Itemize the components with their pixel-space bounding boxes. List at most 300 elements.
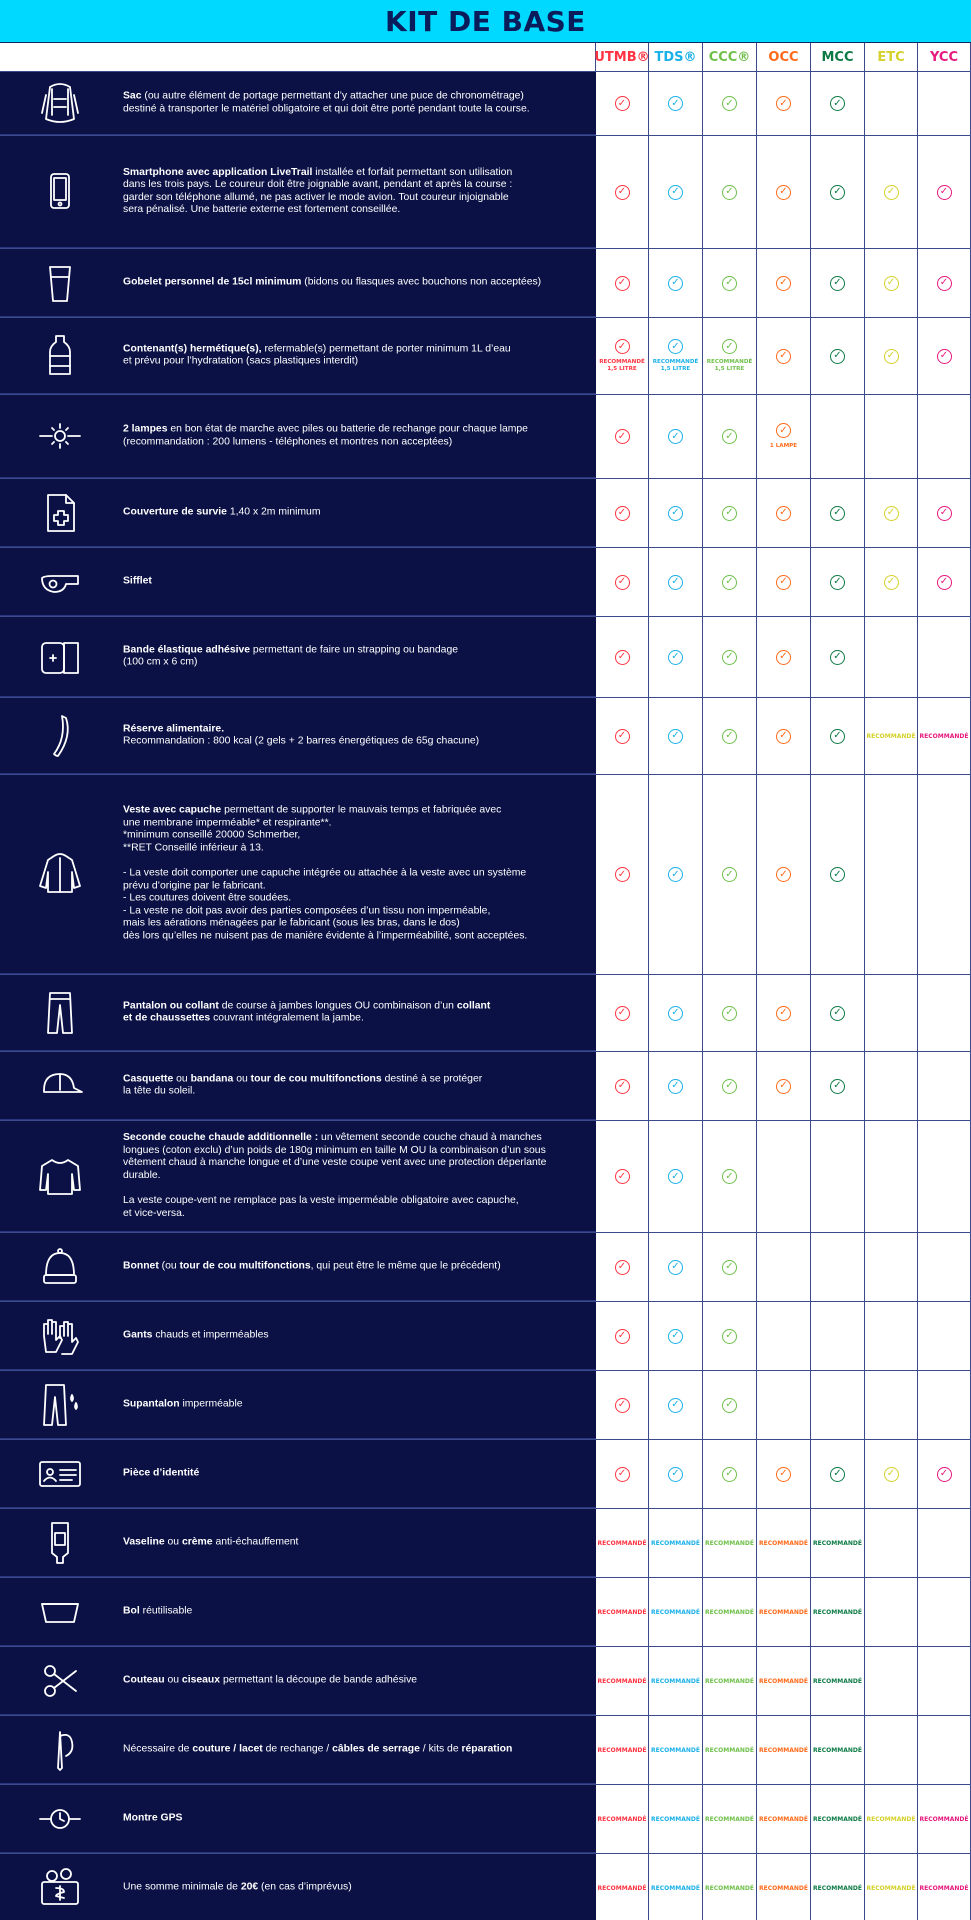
- requirement-cell-etc: [865, 72, 918, 135]
- requirement-cell-utmb: [596, 1509, 649, 1577]
- recommended-label: RECOMMANDÉ: [705, 1815, 754, 1823]
- check-icon: [722, 575, 737, 590]
- jacket-icon: [28, 846, 92, 902]
- requirement-cell-utmb: [596, 479, 649, 547]
- table-row: [0, 1647, 971, 1716]
- requirement-note: RECOMMANDÉ 1,5 LITRE: [599, 359, 645, 372]
- requirement-cell-mcc: [811, 775, 865, 974]
- requirement-cell-occ: [757, 775, 811, 974]
- check-icon: [830, 1079, 845, 1094]
- requirement-cell-mcc: [811, 1854, 865, 1920]
- check-icon: [615, 429, 630, 444]
- item-description-cell: [0, 775, 596, 974]
- cap-icon: [28, 1058, 92, 1114]
- requirement-cell-ccc: [703, 1785, 757, 1853]
- column-header-tds: TDS®: [649, 43, 703, 72]
- check-icon: [776, 729, 791, 744]
- requirement-cell-occ: [757, 136, 811, 248]
- check-icon: [830, 1006, 845, 1021]
- recommended-label: RECOMMANDÉ: [813, 1677, 862, 1685]
- recommended-label: RECOMMANDÉ: [866, 1815, 916, 1823]
- table-row: [0, 1716, 971, 1785]
- requirement-cell-tds: [649, 1052, 703, 1120]
- check-icon: [937, 575, 952, 590]
- recommended-label: RECOMMANDÉ: [919, 1884, 969, 1892]
- recommended-label: RECOMMANDÉ: [597, 1746, 647, 1754]
- requirement-cell-tds: [649, 1302, 703, 1370]
- requirement-cell-ycc: [918, 1440, 971, 1508]
- check-icon: [668, 1329, 683, 1344]
- requirement-cell-ycc: [918, 1121, 971, 1232]
- recommended-label: RECOMMANDÉ: [813, 1815, 862, 1823]
- money-icon: [28, 1860, 92, 1916]
- table-row: [0, 1440, 971, 1509]
- item-text: 2 lampes en bon état de marche avec piles ou batterie de rechange pour chaque lampe (recommandation : 200 lumens - téléphones et montres non acceptées): [123, 423, 528, 447]
- requirement-cell-ycc: [918, 136, 971, 248]
- requirement-cell-tds: [649, 249, 703, 317]
- requirement-note: RECOMMANDÉ 1,5 LITRE: [706, 359, 753, 372]
- item-description-cell: [0, 617, 596, 697]
- recommended-label: RECOMMANDÉ: [919, 732, 969, 740]
- check-icon: [722, 185, 737, 200]
- requirement-cell-tds: [649, 136, 703, 248]
- requirement-cell-ycc: [918, 1647, 971, 1715]
- item-description-cell: [0, 1233, 596, 1301]
- recommended-label: RECOMMANDÉ: [705, 1539, 754, 1547]
- check-icon: [668, 1467, 683, 1482]
- recommended-label: RECOMMANDÉ: [759, 1608, 808, 1616]
- item-description-cell: [0, 72, 596, 135]
- check-icon: [615, 575, 630, 590]
- requirement-cell-utmb: [596, 698, 649, 774]
- requirement-cell-utmb: [596, 395, 649, 478]
- check-icon: [830, 276, 845, 291]
- column-header-row: [0, 43, 971, 72]
- table-row: [0, 1578, 971, 1647]
- item-text: Supantalon imperméable: [123, 1398, 243, 1410]
- requirement-cell-occ: [757, 1716, 811, 1784]
- requirement-cell-tds: [649, 1785, 703, 1853]
- requirement-cell-occ: [757, 1052, 811, 1120]
- recommended-label: RECOMMANDÉ: [705, 1608, 754, 1616]
- requirement-cell-mcc: [811, 617, 865, 697]
- requirement-cell-tds: [649, 1121, 703, 1232]
- check-icon: [668, 506, 683, 521]
- requirement-cell-occ: [757, 318, 811, 394]
- requirement-cell-etc: [865, 479, 918, 547]
- check-icon: [615, 650, 630, 665]
- recommended-label: RECOMMANDÉ: [597, 1608, 647, 1616]
- requirement-cell-ccc: [703, 479, 757, 547]
- check-icon: [722, 276, 737, 291]
- requirement-cell-ccc: [703, 548, 757, 616]
- requirement-cell-etc: [865, 1854, 918, 1920]
- requirement-cell-utmb: [596, 775, 649, 974]
- check-icon: [722, 650, 737, 665]
- requirement-cell-utmb: [596, 1302, 649, 1370]
- requirement-cell-tds: [649, 72, 703, 135]
- requirement-cell-mcc: [811, 1233, 865, 1301]
- recommended-label: RECOMMANDÉ: [759, 1884, 808, 1892]
- check-icon: [830, 349, 845, 364]
- requirement-cell-mcc: [811, 1716, 865, 1784]
- requirement-cell-mcc: [811, 479, 865, 547]
- requirement-cell-mcc: [811, 1785, 865, 1853]
- requirement-cell-ccc: [703, 1647, 757, 1715]
- requirement-cell-tds: [649, 775, 703, 974]
- item-description-cell: [0, 1578, 596, 1646]
- requirement-cell-ycc: [918, 548, 971, 616]
- column-header-occ: OCC: [757, 43, 811, 72]
- item-text: Gobelet personnel de 15cl minimum (bidons ou flasques avec bouchons non acceptées): [123, 276, 542, 288]
- requirement-cell-ccc: [703, 1233, 757, 1301]
- requirement-cell-ycc: [918, 1785, 971, 1853]
- requirement-cell-utmb: [596, 72, 649, 135]
- requirement-cell-occ: [757, 1121, 811, 1232]
- requirement-cell-ycc: [918, 698, 971, 774]
- requirement-cell-tds: [649, 1716, 703, 1784]
- check-icon: [830, 185, 845, 200]
- requirement-cell-mcc: [811, 1052, 865, 1120]
- requirement-cell-tds: [649, 548, 703, 616]
- requirement-cell-utmb: [596, 318, 649, 394]
- requirement-cell-occ: [757, 1440, 811, 1508]
- check-icon: [722, 1467, 737, 1482]
- check-icon: [937, 185, 952, 200]
- requirement-cell-tds: [649, 318, 703, 394]
- item-text: Gants chauds et imperméables: [123, 1329, 269, 1341]
- check-icon: [668, 729, 683, 744]
- requirement-cell-tds: [649, 1440, 703, 1508]
- item-description-cell: [0, 1371, 596, 1439]
- item-description-cell: [0, 136, 596, 248]
- requirement-cell-etc: [865, 548, 918, 616]
- requirement-cell-ccc: [703, 1578, 757, 1646]
- recommended-label: RECOMMANDÉ: [651, 1677, 700, 1685]
- check-icon: [776, 650, 791, 665]
- table-row: [0, 1371, 971, 1440]
- requirement-cell-etc: [865, 1302, 918, 1370]
- requirement-cell-etc: [865, 1647, 918, 1715]
- table-row: [0, 1785, 971, 1854]
- requirement-cell-etc: [865, 318, 918, 394]
- check-icon: [615, 1329, 630, 1344]
- scissors-icon: [28, 1653, 92, 1709]
- check-icon: [776, 423, 791, 438]
- check-icon: [830, 506, 845, 521]
- requirement-cell-ccc: [703, 617, 757, 697]
- table-row: [0, 395, 971, 479]
- item-text: Nécessaire de couture / lacet de rechange / câbles de serrage / kits de réparation: [123, 1743, 513, 1755]
- survival-blanket-icon: [28, 485, 92, 541]
- requirement-cell-occ: [757, 1647, 811, 1715]
- requirement-cell-utmb: [596, 1854, 649, 1920]
- recommended-label: RECOMMANDÉ: [651, 1815, 700, 1823]
- check-icon: [937, 1467, 952, 1482]
- check-icon: [615, 1079, 630, 1094]
- requirement-cell-etc: [865, 1371, 918, 1439]
- recommended-label: RECOMMANDÉ: [759, 1539, 808, 1547]
- check-icon: [615, 506, 630, 521]
- check-icon: [776, 1467, 791, 1482]
- item-text: Veste avec capuche permettant de supporter le mauvais temps et fabriquée avec une membrane imperméable* et respirante**. *minimum conseillé 20000 Schmerber, **RET Conseillé inférieur à 13. - La veste doit comporter une capuche intégrée ou attachée à la veste avec un système prévu d’origine par le fabricant. - Les coutures doivent être soudées. - La veste ne doit pas avoir des parties composées d’un tissu non imperméable, mais les aérations ménagées par le fabricant (sous les bras, dans le dos) dès lors qu’elles ne nuisent pas de manière évidente à l’imperméabilité, sont acceptées.: [123, 804, 528, 942]
- check-icon: [776, 506, 791, 521]
- check-icon: [722, 506, 737, 521]
- item-text: Montre GPS: [123, 1812, 183, 1824]
- table-row: [0, 975, 971, 1052]
- requirement-cell-etc: [865, 136, 918, 248]
- column-header-ycc: YCC: [918, 43, 971, 72]
- pants-icon: [28, 985, 92, 1041]
- table-row: [0, 1052, 971, 1121]
- item-description-cell: [0, 1121, 596, 1232]
- table-row: [0, 72, 971, 136]
- bowl-icon: [28, 1584, 92, 1640]
- requirement-cell-mcc: [811, 1647, 865, 1715]
- check-icon: [776, 575, 791, 590]
- requirement-cell-utmb: [596, 1371, 649, 1439]
- recommended-label: RECOMMANDÉ: [759, 1677, 808, 1685]
- recommended-label: RECOMMANDÉ: [705, 1884, 754, 1892]
- item-text: Pièce d’identité: [123, 1467, 200, 1479]
- requirement-cell-occ: [757, 1785, 811, 1853]
- id-card-icon: [28, 1446, 92, 1502]
- table-row: [0, 775, 971, 975]
- check-icon: [615, 729, 630, 744]
- recommended-label: RECOMMANDÉ: [651, 1539, 700, 1547]
- requirement-cell-ycc: [918, 1509, 971, 1577]
- bandage-icon: [28, 629, 92, 685]
- requirement-cell-occ: [757, 698, 811, 774]
- requirement-cell-tds: [649, 975, 703, 1051]
- requirement-cell-etc: [865, 1052, 918, 1120]
- requirement-cell-tds: [649, 698, 703, 774]
- item-description-cell: [0, 249, 596, 317]
- item-text: Bande élastique adhésive permettant de faire un strapping ou bandage (100 cm x 6 cm): [123, 643, 459, 668]
- check-icon: [722, 729, 737, 744]
- check-icon: [884, 185, 899, 200]
- recommended-label: RECOMMANDÉ: [866, 732, 916, 740]
- item-text: Une somme minimale de 20€ (en cas d’imprévus): [123, 1881, 352, 1893]
- requirement-cell-ycc: [918, 1052, 971, 1120]
- check-icon: [937, 506, 952, 521]
- recommended-label: RECOMMANDÉ: [919, 1815, 969, 1823]
- requirement-cell-ccc: [703, 1716, 757, 1784]
- check-icon: [776, 1006, 791, 1021]
- check-icon: [830, 1467, 845, 1482]
- check-icon: [668, 1006, 683, 1021]
- requirement-cell-ycc: [918, 249, 971, 317]
- item-description-cell: [0, 479, 596, 547]
- requirement-cell-utmb: [596, 1121, 649, 1232]
- item-text: Bonnet (ou tour de cou multifonctions, qui peut être le même que le précédent): [123, 1260, 501, 1272]
- requirement-cell-ccc: [703, 775, 757, 974]
- requirement-cell-etc: [865, 395, 918, 478]
- requirement-note: RECOMMANDÉ 1,5 LITRE: [652, 359, 699, 372]
- requirement-cell-utmb: [596, 136, 649, 248]
- item-text: Couteau ou ciseaux permettant la découpe de bande adhésive: [123, 1674, 418, 1686]
- table-row: [0, 1509, 971, 1578]
- item-text: Casquette ou bandana ou tour de cou multifonctions destiné à se protéger la tête du soleil.: [123, 1072, 483, 1097]
- requirement-cell-occ: [757, 617, 811, 697]
- requirement-cell-mcc: [811, 1509, 865, 1577]
- check-icon: [830, 729, 845, 744]
- check-icon: [722, 1169, 737, 1184]
- requirement-cell-utmb: [596, 548, 649, 616]
- check-icon: [937, 276, 952, 291]
- requirement-cell-mcc: [811, 548, 865, 616]
- table-row: [0, 1854, 971, 1920]
- requirement-cell-ccc: [703, 1052, 757, 1120]
- item-description-cell: [0, 1647, 596, 1715]
- requirement-cell-utmb: [596, 1716, 649, 1784]
- requirement-cell-ccc: [703, 318, 757, 394]
- check-icon: [722, 1260, 737, 1275]
- check-icon: [722, 1079, 737, 1094]
- check-icon: [776, 276, 791, 291]
- item-description-cell: [0, 1509, 596, 1577]
- cream-tube-icon: [28, 1515, 92, 1571]
- table-row: [0, 1121, 971, 1233]
- item-text: Couverture de survie 1,40 x 2m minimum: [123, 506, 321, 518]
- check-icon: [722, 1329, 737, 1344]
- requirement-cell-tds: [649, 1647, 703, 1715]
- requirement-cell-ycc: [918, 72, 971, 135]
- item-text: Smartphone avec application LiveTrail installée et forfait permettant son utilisation dans les trois pays. Le coureur doit être joignable avant, pendant et après la course : garder son téléphone allumé, ne pas activer le mode avion. Tout coureur injoignable sera pénalisé. Une batterie externe est fortement conseillée.: [123, 166, 513, 216]
- requirement-cell-ycc: [918, 1854, 971, 1920]
- item-description-cell: [0, 1854, 596, 1920]
- check-icon: [830, 650, 845, 665]
- requirement-cell-ccc: [703, 1509, 757, 1577]
- requirement-cell-utmb: [596, 249, 649, 317]
- table-row: [0, 136, 971, 249]
- requirement-cell-occ: [757, 1578, 811, 1646]
- table-row: [0, 548, 971, 617]
- item-description-cell: [0, 1716, 596, 1784]
- requirement-cell-mcc: [811, 72, 865, 135]
- check-icon: [668, 429, 683, 444]
- requirement-cell-etc: [865, 775, 918, 974]
- recommended-label: RECOMMANDÉ: [651, 1884, 700, 1892]
- item-description-cell: [0, 1440, 596, 1508]
- table-row: [0, 1302, 971, 1371]
- recommended-label: RECOMMANDÉ: [813, 1608, 862, 1616]
- requirement-cell-etc: [865, 1121, 918, 1232]
- requirement-cell-occ: [757, 975, 811, 1051]
- item-text: Bol réutilisable: [123, 1605, 193, 1617]
- requirement-cell-mcc: [811, 1371, 865, 1439]
- recommended-label: RECOMMANDÉ: [597, 1815, 647, 1823]
- item-text: Pantalon ou collant de course à jambes longues OU combinaison d’un collant et de chaussettes couvrant intégralement la jambe.: [123, 999, 491, 1024]
- check-icon: [668, 1169, 683, 1184]
- recommended-label: RECOMMANDÉ: [759, 1815, 808, 1823]
- requirement-cell-occ: [757, 1854, 811, 1920]
- requirement-cell-ycc: [918, 1302, 971, 1370]
- requirement-cell-mcc: [811, 395, 865, 478]
- requirement-cell-utmb: [596, 1440, 649, 1508]
- page-title: KIT DE BASE: [385, 4, 586, 38]
- requirement-cell-tds: [649, 479, 703, 547]
- cup-icon: [28, 255, 92, 311]
- check-icon: [615, 339, 630, 354]
- item-text: Seconde couche chaude additionnelle : un vêtement seconde couche chaud à manches longues (coton exclu) d’un poids de 180g minimum en taille M OU la combinaison d’un sous vêtement chaud à manche longue et d’une veste coupe vent avec une protection déperlante durable. La veste coupe-vent ne remplace pas la veste imperméable obligatoire avec capuche, et vice-versa.: [123, 1131, 547, 1219]
- smartphone-icon: [28, 164, 92, 220]
- gps-watch-icon: [28, 1791, 92, 1847]
- requirement-cell-tds: [649, 1578, 703, 1646]
- requirement-cell-etc: [865, 698, 918, 774]
- check-icon: [668, 185, 683, 200]
- requirement-cell-occ: [757, 1371, 811, 1439]
- check-icon: [722, 429, 737, 444]
- requirement-cell-mcc: [811, 975, 865, 1051]
- requirement-cell-etc: [865, 249, 918, 317]
- recommended-label: RECOMMANDÉ: [813, 1884, 862, 1892]
- check-icon: [668, 650, 683, 665]
- requirement-cell-occ: [757, 1509, 811, 1577]
- recommended-label: RECOMMANDÉ: [866, 1884, 916, 1892]
- requirement-cell-ycc: [918, 1233, 971, 1301]
- check-icon: [884, 349, 899, 364]
- check-icon: [615, 185, 630, 200]
- check-icon: [722, 867, 737, 882]
- requirement-cell-ycc: [918, 318, 971, 394]
- item-description-cell: [0, 1052, 596, 1120]
- requirement-cell-ccc: [703, 1121, 757, 1232]
- requirement-cell-mcc: [811, 136, 865, 248]
- column-header-mcc: MCC: [811, 43, 865, 72]
- requirement-cell-ccc: [703, 698, 757, 774]
- requirement-cell-ycc: [918, 1716, 971, 1784]
- bottle-icon: [28, 328, 92, 384]
- beanie-icon: [28, 1239, 92, 1295]
- item-description-cell: [0, 548, 596, 616]
- requirement-cell-ycc: [918, 775, 971, 974]
- check-icon: [668, 1260, 683, 1275]
- requirement-cell-occ: [757, 479, 811, 547]
- recommended-label: RECOMMANDÉ: [813, 1746, 862, 1754]
- requirement-cell-tds: [649, 1371, 703, 1439]
- requirement-cell-tds: [649, 1233, 703, 1301]
- table-row: [0, 249, 971, 318]
- whistle-icon: [28, 554, 92, 610]
- column-header-etc: ETC: [865, 43, 918, 72]
- requirement-cell-occ: [757, 1233, 811, 1301]
- requirement-cell-tds: [649, 1509, 703, 1577]
- requirement-cell-occ: [757, 72, 811, 135]
- recommended-label: RECOMMANDÉ: [597, 1677, 647, 1685]
- requirement-cell-ccc: [703, 249, 757, 317]
- requirement-cell-etc: [865, 1716, 918, 1784]
- item-description-cell: [0, 698, 596, 774]
- requirement-cell-etc: [865, 1440, 918, 1508]
- requirement-cell-mcc: [811, 1302, 865, 1370]
- item-text: Contenant(s) hermétique(s), refermable(s) permettant de porter minimum 1L d’eau et prévu pour l’hydratation (sacs plastiques interdit): [123, 342, 511, 367]
- requirement-cell-ccc: [703, 1302, 757, 1370]
- requirement-cell-ycc: [918, 1578, 971, 1646]
- requirement-cell-utmb: [596, 975, 649, 1051]
- check-icon: [615, 867, 630, 882]
- backpack-icon: [28, 75, 92, 131]
- check-icon: [615, 96, 630, 111]
- check-icon: [615, 276, 630, 291]
- requirement-cell-etc: [865, 1785, 918, 1853]
- requirement-cell-occ: [757, 1302, 811, 1370]
- check-icon: [668, 867, 683, 882]
- check-icon: [668, 1398, 683, 1413]
- requirement-cell-tds: [649, 617, 703, 697]
- requirement-cell-etc: [865, 1509, 918, 1577]
- requirement-cell-utmb: [596, 617, 649, 697]
